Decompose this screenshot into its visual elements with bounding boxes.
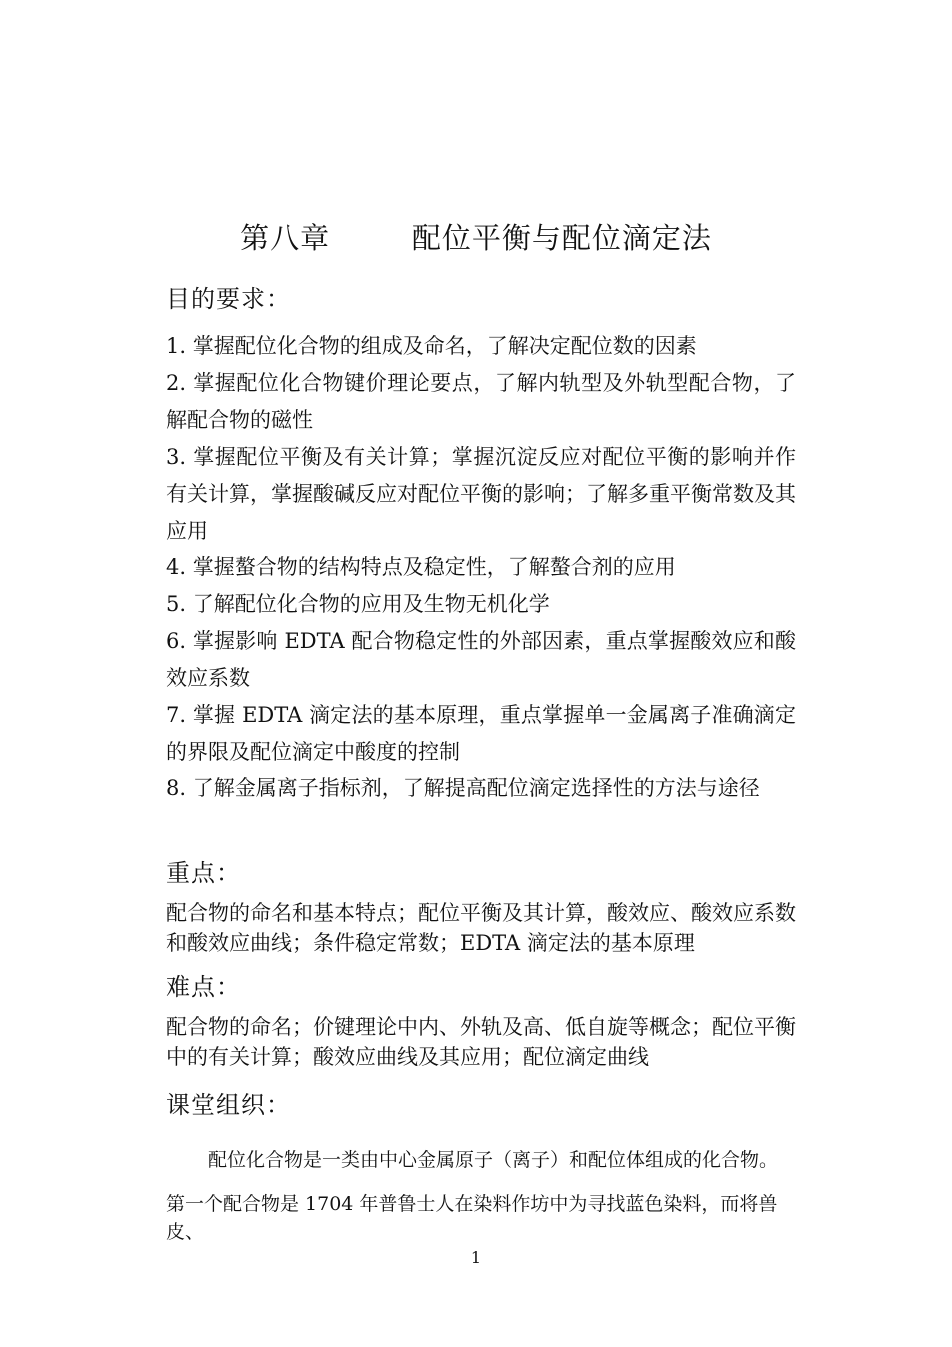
- objective-item: 8. 了解金属离子指标剂，了解提高配位滴定选择性的方法与途径: [166, 776, 760, 800]
- chapter-title: 第八章 配位平衡与配位滴定法: [240, 221, 712, 255]
- objective-item: 5. 了解配位化合物的应用及生物无机化学: [166, 592, 550, 616]
- key-points-text: 配合物的命名和基本特点；配位平衡及其计算，酸效应、酸效应系数和酸效应曲线；条件稳定常数；EDTA 滴定法的基本原理: [166, 901, 796, 955]
- difficulties-heading: 难点：: [166, 973, 241, 1001]
- objectives-heading: 目的要求：: [166, 285, 291, 313]
- difficulties-text: 配合物的命名；价键理论中内、外轨及高、低自旋等概念；配位平衡中的有关计算；酸效应曲线及其应用；配位滴定曲线: [166, 1015, 796, 1069]
- objective-item: 1. 掌握配位化合物的组成及命名，了解决定配位数的因素: [166, 334, 697, 358]
- objective-item: 3. 掌握配位平衡及有关计算；掌握沉淀反应对配位平衡的影响并作有关计算，掌握酸碱反应对配位平衡的影响；了解多重平衡常数及其应用: [166, 445, 796, 543]
- objective-item: 6. 掌握影响 EDTA 配合物稳定性的外部因素，重点掌握酸效应和酸效应系数: [166, 629, 796, 690]
- key-points-heading: 重点：: [166, 859, 241, 887]
- objective-item: 2. 掌握配位化合物键价理论要点，了解内轨型及外轨型配合物，了解配合物的磁性: [166, 371, 796, 432]
- classroom-paragraph-1: 配位化合物是一类由中心金属原子（离子）和配位体组成的化合物。: [208, 1149, 779, 1171]
- page-number: 1: [470, 1248, 482, 1267]
- classroom-heading: 课堂组织：: [166, 1091, 291, 1119]
- classroom-paragraph-2: 第一个配合物是 1704 年普鲁士人在染料作坊中为寻找蓝色染料，而将兽皮、: [166, 1193, 778, 1243]
- objective-item: 4. 掌握螯合物的结构特点及稳定性，了解螯合剂的应用: [166, 555, 676, 579]
- objective-item: 7. 掌握 EDTA 滴定法的基本原理，重点掌握单一金属离子准确滴定的界限及配位滴定中酸度的控制: [166, 703, 796, 764]
